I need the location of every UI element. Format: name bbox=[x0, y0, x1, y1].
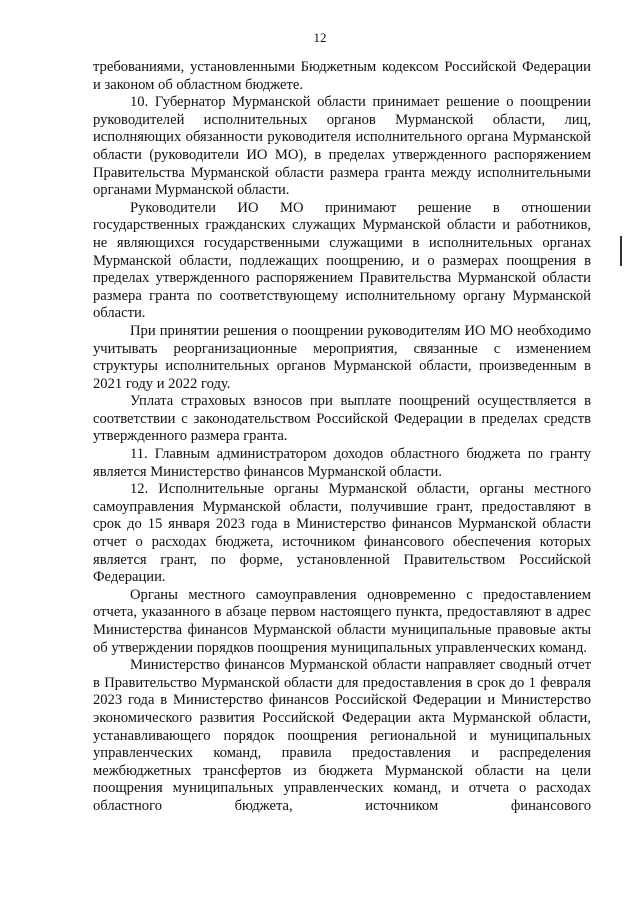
paragraph-heads-decision: Руководители ИО МО принимают решение в отношении государственных гражданских служащих Мурманской области и работников, не являющихся государственными служащими в исполнительных органах Мурманской области, подлежащих поощрению, и о размерах поощрения в пределах утвержденного распоряжением Правительства Мурманской области размера гранта по соответствующему исполнительному органу Мурманской области. bbox=[93, 199, 591, 322]
page-number: 12 bbox=[313, 30, 327, 45]
paragraph-reorganization: При принятии решения о поощрении руководителям ИО МО необходимо учитывать реорганизационные мероприятия, связанные с изменением структуры исполнительных органов Мурманской области, произведенным в 2021 году и 2022 году. bbox=[93, 322, 591, 392]
paragraph-item-11: 11. Главным администратором доходов областного бюджета по гранту является Министерство финансов Мурманской области. bbox=[93, 446, 591, 480]
paragraph-item-12: 12. Исполнительные органы Мурманской области, органы местного самоуправления Мурманской области, получившие грант, предоставляют в срок до 15 января 2023 года в Министерство финансов Мурманской области отчет о расходах бюджета, источником финансового обеспечения которых является грант, по форме, установленной Правительством Российской Федерации. bbox=[93, 481, 591, 586]
paragraph-item-10: 10. Губернатор Мурманской области принимает решение о поощрении руководителей исполнительных органов Мурманской области, лиц, исполняющих обязанности руководителя исполнительного органа Мурманской области (руководители ИО МО), в пределах утвержденного распоряжением Правительства Мурманской области размера гранта между исполнительными органами Мурманской области. bbox=[93, 94, 591, 199]
paragraph-local-government: Органы местного самоуправления одновременно с предоставлением отчета, указанного в абзаце первом настоящего пункта, предоставляют в адрес Министерства финансов Мурманской области муниципальные правовые акты об утверждении порядков поощрения муниципальных управленческих команд. bbox=[93, 586, 591, 656]
paragraph-ministry-report: Министерство финансов Мурманской области направляет сводный отчет в Правительство Мурманской области для предоставления в срок до 1 февраля 2023 года в Министерство финансов Российской Федерации и Министерство экономического развития Российской Федерации акта Мурманской области, устанавливающего порядок поощрения региональной и муниципальных управленческих команд, правила предоставления и распределения межбюджетных трансфертов из бюджета Мурманской области на цели поощрения муниципальных управленческих команд, и отчета о расходах областного бюджета, источником финансового bbox=[93, 657, 591, 814]
scan-edge-mark bbox=[620, 236, 622, 266]
paragraph-continuation: требованиями, установленными Бюджетным кодексом Российской Федерации и законом об областном бюджете. bbox=[93, 59, 591, 93]
paragraph-insurance-contributions: Уплата страховых взносов при выплате поощрений осуществляется в соответствии с законодательством Российской Федерации в пределах средств утвержденного размера гранта. bbox=[93, 393, 591, 445]
document-body bbox=[93, 59, 591, 816]
